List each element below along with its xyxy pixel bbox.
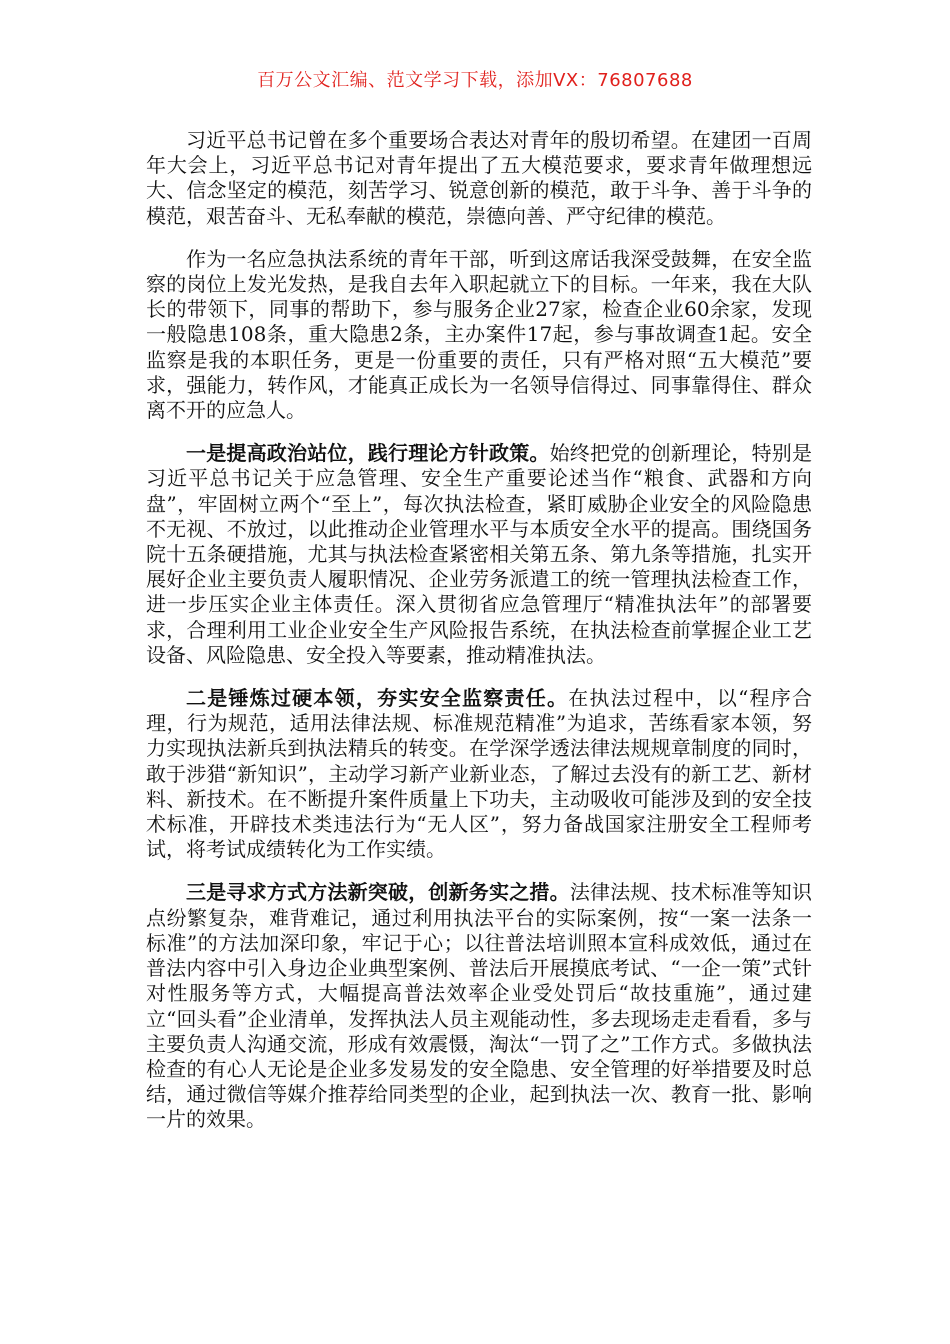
document-body — [146, 128, 812, 1151]
paragraph-lead: 二是锤炼过硬本领，夯实安全监察责任。 — [186, 686, 569, 711]
paragraph-text: 法律法规、技术标准等知识点纷繁复杂，难背难记，通过利用执法平台的实际案例，按“一案一法条一标准”的方法加深印象，牢记于心；以往普法培训照本宣科成效低，通过在普法内容中引入身边企业典型案例、普法后开展摸底考试、“一企一策”式针对性服务等方式，大幅提高普法效率企业受处罚后“故技重施”，通过建立“回头看”企业清单，发挥执法人员主观能动性，多去现场走走看看，多与主要负责人沟通交流，形成有效震慑，淘汰“一罚了之”工作方式。多做执法检查的有心人无论是企业多发易发的安全隐患、安全管理的好举措要及时总结，通过微信等媒介推荐给同类型的企业，起到执法一次、教育一批、影响一片的效果。 — [146, 880, 813, 1132]
paragraph-point-2 — [146, 686, 812, 862]
paragraph-text: 在执法过程中，以“程序合理，行为规范，适用法律法规、标准规范精准”为追求，苦练看家本领，努力实现执法新兵到执法精兵的转变。在学深学透法律法规规章制度的同时，敢于涉猎“新知识”，主动学习新产业新业态，了解过去没有的新工艺、新材料、新技术。在不断提升案件质量上下功夫，主动吸收可能涉及到的安全技术标准，开辟技术类违法行为“无人区”，努力备战国家注册安全工程师考试，将考试成绩转化为工作实绩。 — [146, 686, 812, 862]
paragraph-text: 始终把党的创新理论，特别是习近平总书记关于应急管理、安全生产重要论述当作“粮食、武器和方向盘”，牢固树立两个“至上”，每次执法检查，紧盯威胁企业安全的风险隐患不无视、不放过，以此推动企业管理水平与本质安全水平的提高。围绕国务院十五条硬措施，尤其与执法检查紧密相关第五条、第九条等措施，扎实开展好企业主要负责人履职情况、企业劳务派遣工的统一管理执法检查工作，进一步压实企业主体责任。深入贯彻省应急管理厅“精准执法年”的部署要求，合理利用工业企业安全生产风险报告系统，在执法检查前掌握企业工艺设备、风险隐患、安全投入等要素，推动精准执法。 — [146, 441, 813, 667]
watermark-header: 百万公文汇编、范文学习下载，添加VX：76807688 — [257, 70, 693, 91]
paragraph-point-3 — [146, 880, 812, 1132]
paragraph-personal — [146, 247, 812, 423]
paragraph-intro — [146, 128, 812, 229]
paragraph-text: 习近平总书记曾在多个重要场合表达对青年的殷切希望。在建团一百周年大会上，习近平总书记对青年提出了五大模范要求，要求青年做理想远大、信念坚定的模范，刻苦学习、锐意创新的模范，敢于斗争、善于斗争的模范，艰苦奋斗、无私奉献的模范，崇德向善、严守纪律的模范。 — [146, 128, 812, 228]
paragraph-text: 作为一名应急执法系统的青年干部，听到这席话我深受鼓舞，在安全监察的岗位上发光发热，是我自去年入职起就立下的目标。一年来，我在大队长的带领下，同事的帮助下，参与服务企业27家，检查企业60余家，发现一般隐患108条，重大隐患2条，主办案件17起，参与事故调查1起。安全监察是我的本职任务，更是一份重要的责任，只有严格对照“五大模范”要求，强能力，转作风，才能真正成长为一名领导信得过、同事靠得住、群众离不开的应急人。 — [146, 246, 812, 423]
paragraph-lead: 三是寻求方式方法新突破，创新务实之措。 — [186, 880, 570, 905]
paragraph-point-1 — [146, 441, 812, 668]
paragraph-lead: 一是提高政治站位，践行理论方针政策。 — [186, 441, 550, 466]
